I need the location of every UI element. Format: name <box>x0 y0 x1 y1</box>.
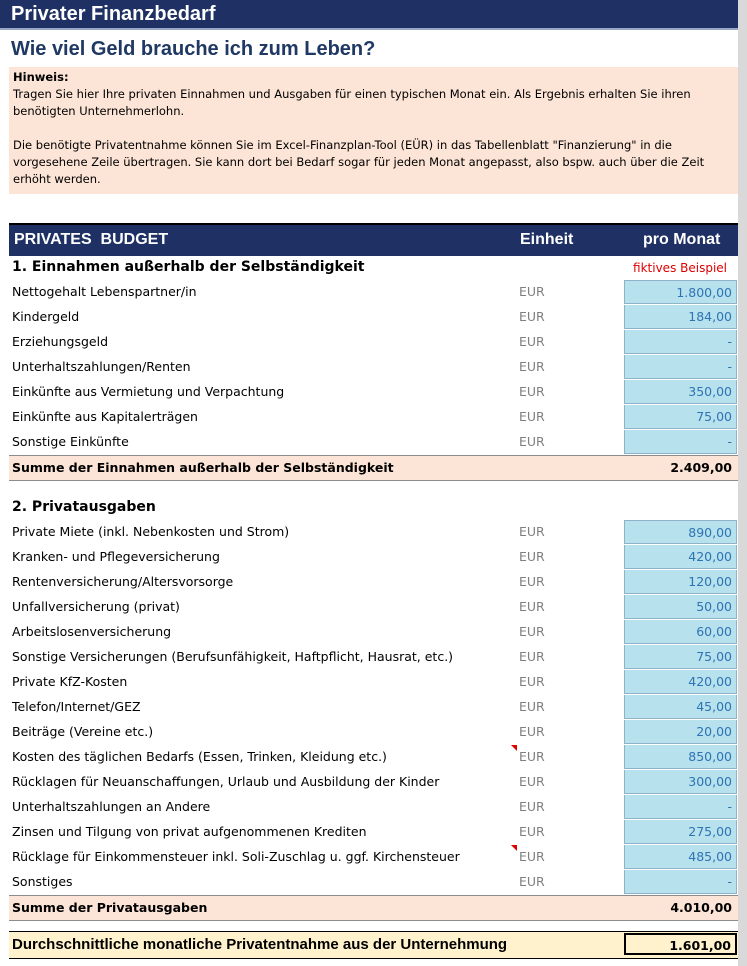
row-value-input[interactable]: 120,00 <box>624 570 737 594</box>
sheet-edge <box>738 0 747 966</box>
row-label: Sonstige Einkünfte <box>12 434 129 449</box>
result-value: 1.601,00 <box>624 933 737 955</box>
page-subtitle: Wie viel Geld brauche ich zum Leben? <box>11 38 376 60</box>
row-value-input[interactable]: 60,00 <box>624 620 737 644</box>
row-label: Erziehungsgeld <box>12 334 109 349</box>
value-column-header: pro Monat <box>643 231 721 248</box>
row-value-input[interactable]: - <box>624 870 737 894</box>
row-unit: EUR <box>519 624 545 639</box>
table-row <box>9 380 738 405</box>
row-value-input[interactable]: 420,00 <box>624 670 737 694</box>
income-heading: 1. Einnahmen außerhalb der Selbständigkeit <box>12 259 365 275</box>
row-value-input[interactable]: 50,00 <box>624 595 737 619</box>
row-unit: EUR <box>519 549 545 564</box>
table-row <box>9 795 738 820</box>
row-label: Rentenversicherung/Altersvorsorge <box>12 574 234 589</box>
row-label: Rücklagen für Neuanschaffungen, Urlaub und Ausbildung der Kinder <box>12 774 440 789</box>
row-value-input[interactable]: 45,00 <box>624 695 737 719</box>
expenses-sum-value: 4.010,00 <box>670 900 732 915</box>
row-unit: EUR <box>519 774 545 789</box>
row-unit: EUR <box>519 649 545 664</box>
page-title: Privater Finanzbedarf <box>11 3 216 25</box>
row-label: Telefon/Internet/GEZ <box>12 699 141 714</box>
row-label: Rücklage für Einkommensteuer inkl. Soli-Zuschlag u. ggf. Kirchensteuer <box>12 849 460 864</box>
hint-box <box>9 67 738 194</box>
row-label: Nettogehalt Lebenspartner/in <box>12 284 197 299</box>
row-value-input[interactable]: 275,00 <box>624 820 737 844</box>
table-row <box>9 620 738 645</box>
comment-indicator-icon[interactable] <box>511 845 517 851</box>
row-label: Private Miete (inkl. Nebenkosten und Strom) <box>12 524 290 539</box>
result-label: Durchschnittliche monatliche Privatentnahme aus der Unternehmung <box>12 936 508 953</box>
row-value-input[interactable]: 75,00 <box>624 645 737 669</box>
budget-header <box>9 223 738 256</box>
row-unit: EUR <box>519 434 545 449</box>
table-row <box>9 430 738 455</box>
row-label: Beiträge (Vereine etc.) <box>12 724 154 739</box>
row-label: Sonstiges <box>12 874 73 889</box>
row-unit: EUR <box>519 799 545 814</box>
table-row <box>9 645 738 670</box>
row-unit: EUR <box>519 724 545 739</box>
table-row <box>9 405 738 430</box>
table-row <box>9 280 738 305</box>
row-value-input[interactable]: - <box>624 355 737 379</box>
table-row <box>9 355 738 380</box>
row-unit: EUR <box>519 699 545 714</box>
table-row <box>9 695 738 720</box>
income-sum-row <box>9 455 738 481</box>
row-unit: EUR <box>519 284 545 299</box>
hint-paragraph-2: Die benötigte Privatentnahme können Sie im Excel-Finanzplan-Tool (EÜR) in das Tabellenblatt "Finanzierung" in die vorgesehene Zeile übertragen. Sie kann dort bei Bedarf sogar für jeden Monat angepasst, also bspw. auch über die Zeit erhöht werden. <box>13 138 705 186</box>
row-unit: EUR <box>519 359 545 374</box>
table-row <box>9 670 738 695</box>
row-value-input[interactable]: 350,00 <box>624 380 737 404</box>
example-note: fiktives Beispiel <box>633 261 727 275</box>
row-value-input[interactable]: - <box>624 795 737 819</box>
row-value-input[interactable]: 75,00 <box>624 405 737 429</box>
row-unit: EUR <box>519 384 545 399</box>
table-row <box>9 520 738 545</box>
row-value-input[interactable]: 1.800,00 <box>624 280 737 304</box>
budget-title: PRIVATES BUDGET <box>14 231 169 248</box>
row-unit: EUR <box>519 749 545 764</box>
row-label: Kindergeld <box>12 309 80 324</box>
row-value-input[interactable]: 300,00 <box>624 770 737 794</box>
row-value-input[interactable]: 420,00 <box>624 545 737 569</box>
table-row <box>9 745 738 770</box>
expenses-sum-row <box>9 895 738 921</box>
row-label: Arbeitslosenversicherung <box>12 624 172 639</box>
table-row <box>9 305 738 330</box>
row-label: Unfallversicherung (privat) <box>12 599 180 614</box>
row-unit: EUR <box>519 824 545 839</box>
table-row <box>9 545 738 570</box>
row-label: Unterhaltszahlungen an Andere <box>12 799 211 814</box>
table-row <box>9 595 738 620</box>
comment-indicator-icon[interactable] <box>511 745 517 751</box>
expenses-heading: 2. Privatausgaben <box>12 499 156 515</box>
row-unit: EUR <box>519 334 545 349</box>
row-label: Einkünfte aus Kapitalerträgen <box>12 409 198 424</box>
table-row <box>9 870 738 895</box>
row-value-input[interactable]: 184,00 <box>624 305 737 329</box>
table-row <box>9 330 738 355</box>
row-value-input[interactable]: 20,00 <box>624 720 737 744</box>
table-row <box>9 570 738 595</box>
table-row <box>9 720 738 745</box>
row-unit: EUR <box>519 599 545 614</box>
hint-heading: Hinweis: <box>13 70 69 84</box>
income-sum-value: 2.409,00 <box>670 460 732 475</box>
row-unit: EUR <box>519 409 545 424</box>
table-row <box>9 820 738 845</box>
row-label: Kranken- und Pflegeversicherung <box>12 549 220 564</box>
row-label: Kosten des täglichen Bedarfs (Essen, Trinken, Kleidung etc.) <box>12 749 387 764</box>
row-label: Einkünfte aus Vermietung und Verpachtung <box>12 384 285 399</box>
row-value-input[interactable]: - <box>624 330 737 354</box>
row-unit: EUR <box>519 674 545 689</box>
hint-paragraph-1: Tragen Sie hier Ihre privaten Einnahmen und Ausgaben für einen typischen Monat ein. Als Ergebnis erhalten Sie ihren benötigten Unternehmerlohn. <box>13 87 691 118</box>
row-unit: EUR <box>519 524 545 539</box>
row-label: Sonstige Versicherungen (Berufsunfähigkeit, Haftpflicht, Hausrat, etc.) <box>12 649 454 664</box>
row-value-input[interactable]: - <box>624 430 737 454</box>
table-row <box>9 845 738 870</box>
row-unit: EUR <box>519 574 545 589</box>
title-bar <box>0 0 738 30</box>
row-label: Zinsen und Tilgung von privat aufgenommenen Krediten <box>12 824 367 839</box>
row-value-input[interactable]: 850,00 <box>624 745 737 769</box>
expenses-sum-label: Summe der Privatausgaben <box>12 900 208 915</box>
table-row <box>9 770 738 795</box>
row-unit: EUR <box>519 309 545 324</box>
row-value-input[interactable]: 485,00 <box>624 845 737 869</box>
income-sum-label: Summe der Einnahmen außerhalb der Selbständigkeit <box>12 460 394 475</box>
unit-column-header: Einheit <box>520 231 574 248</box>
row-value-input[interactable]: 890,00 <box>624 520 737 544</box>
row-label: Private KfZ-Kosten <box>12 674 128 689</box>
row-unit: EUR <box>519 849 545 864</box>
result-row <box>9 931 738 959</box>
row-unit: EUR <box>519 874 545 889</box>
row-label: Unterhaltszahlungen/Renten <box>12 359 191 374</box>
